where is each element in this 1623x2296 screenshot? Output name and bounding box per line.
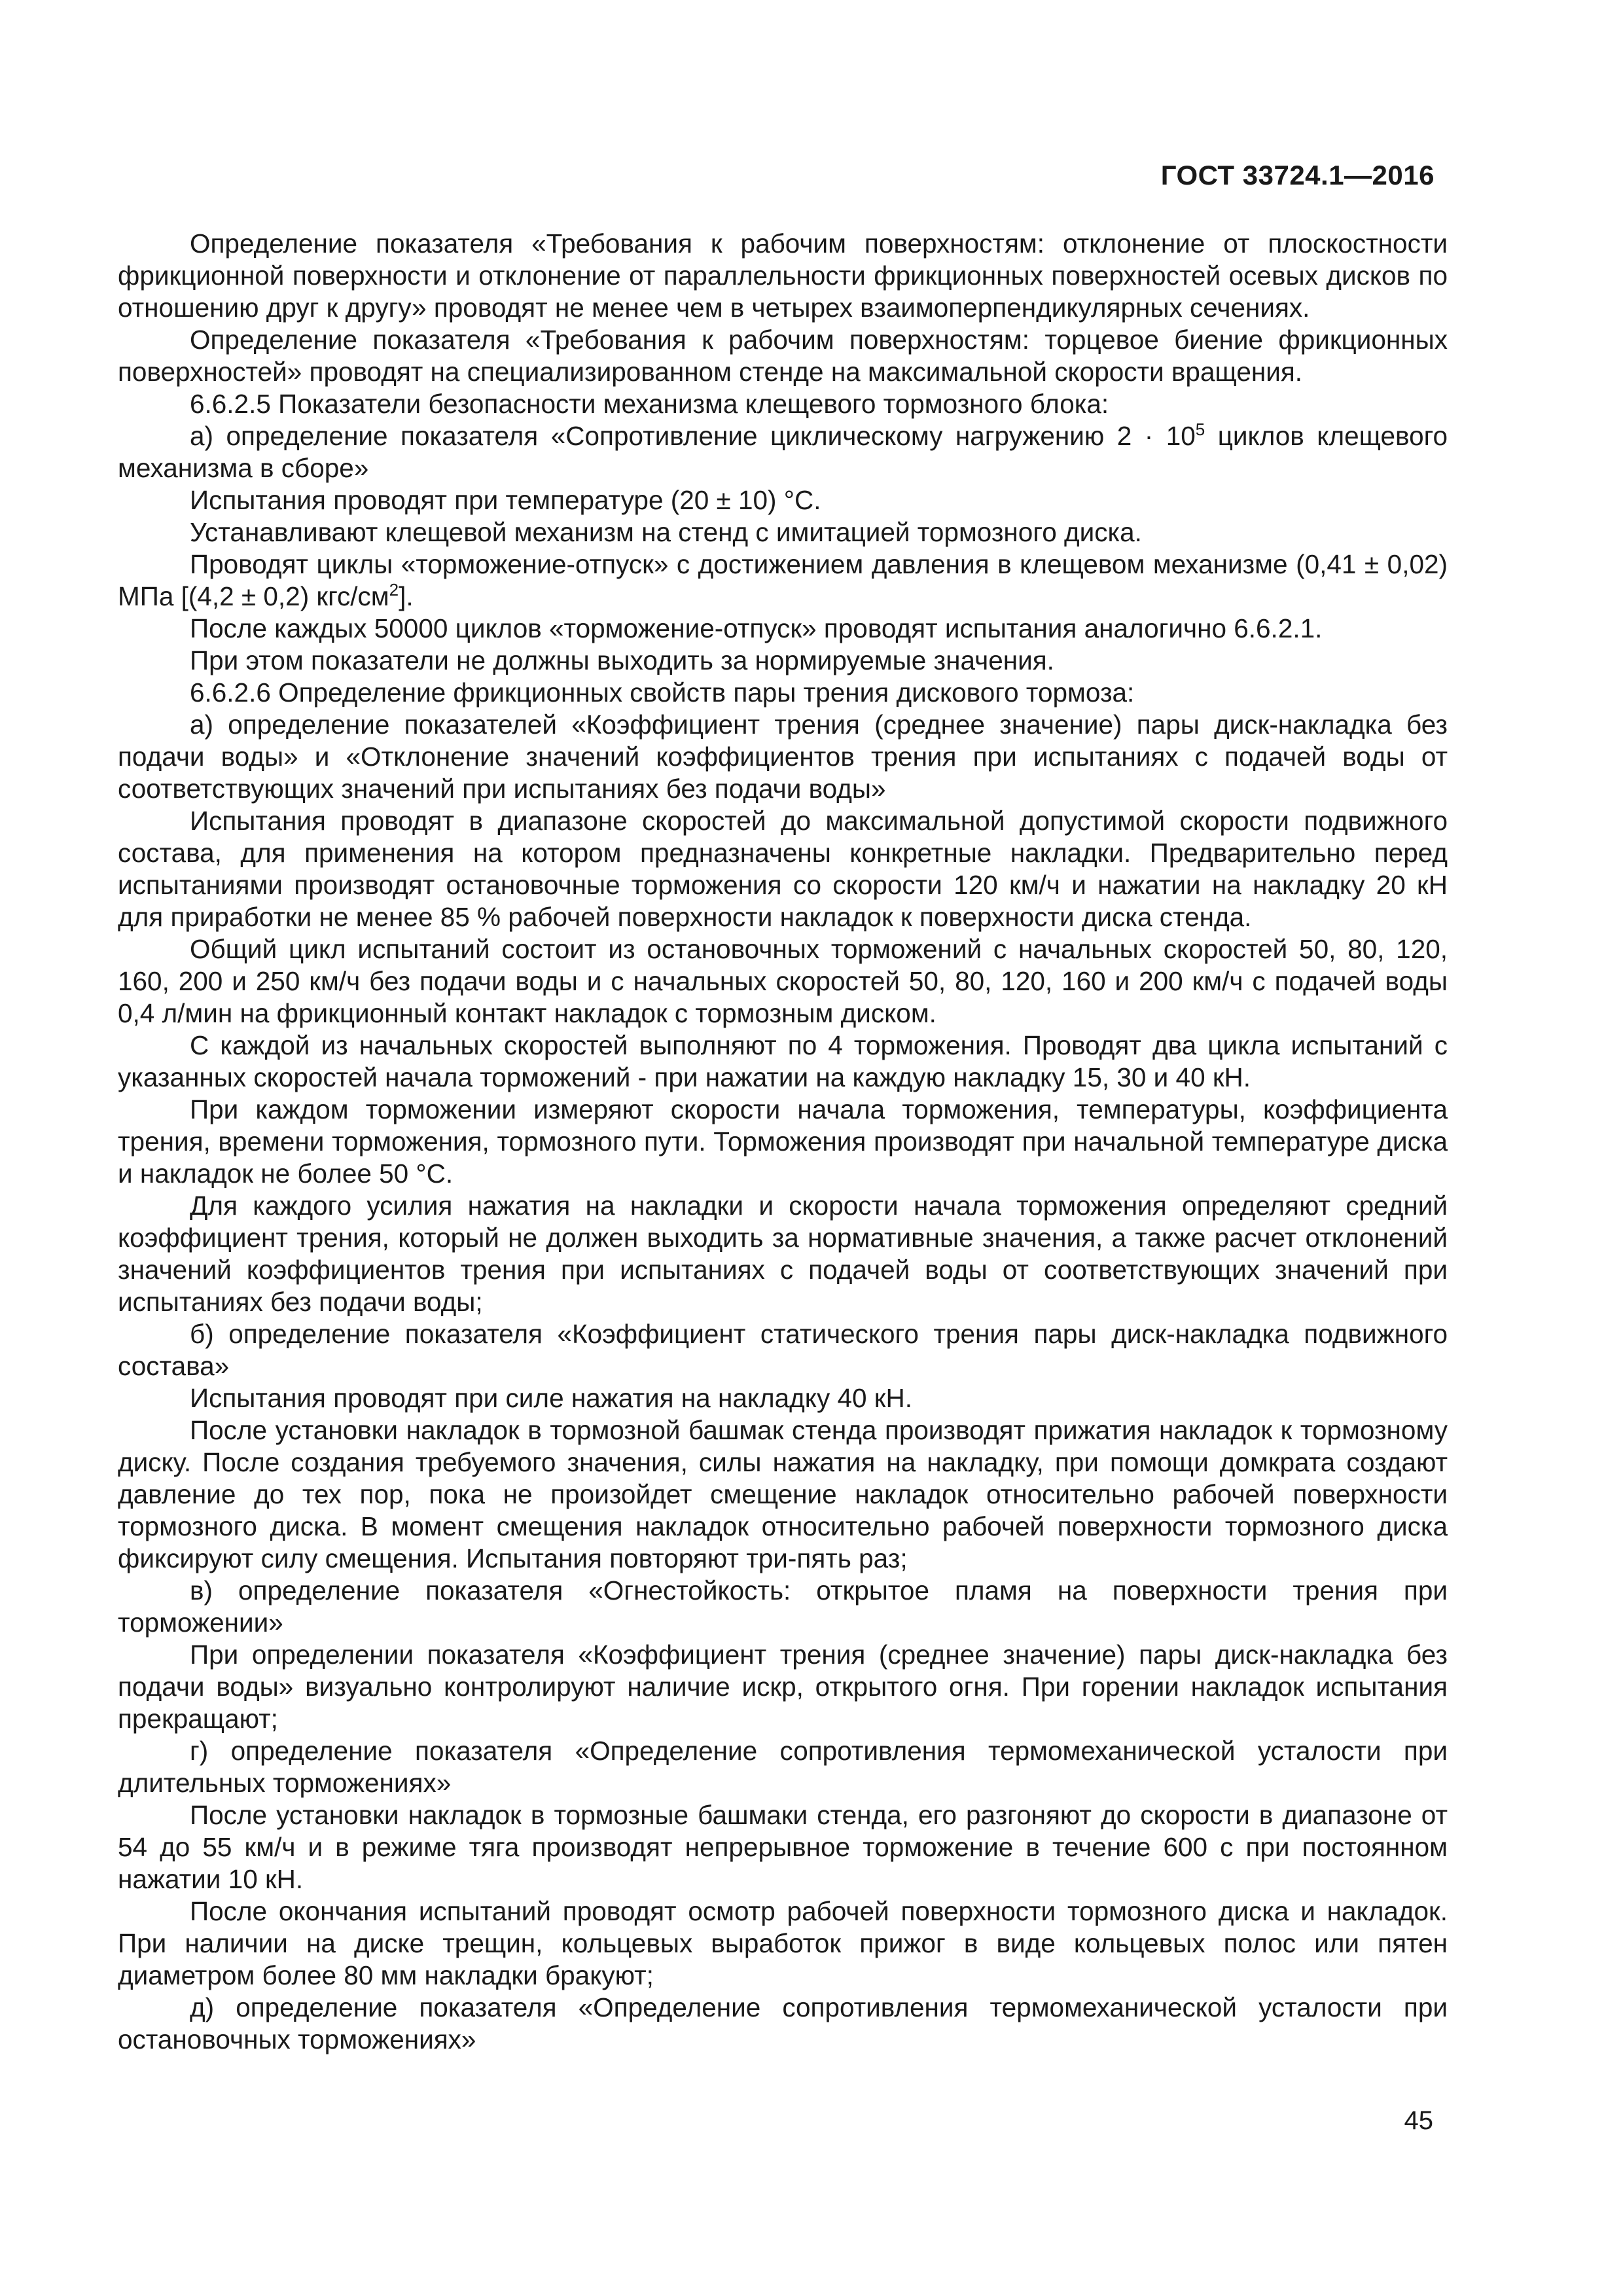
paragraph: При каждом торможении измеряют скорости начала торможения, температуры, коэффициента трения, времени торможения, тормозного пути. Торможения производят при начальной температуре диска и накладок не более 50 °С. bbox=[118, 1094, 1448, 1189]
superscript: 5 bbox=[1195, 420, 1205, 439]
paragraph: д) определение показателя «Определение сопротивления термомеханической усталости при остановочных торможениях» bbox=[118, 1992, 1448, 2054]
paragraph: Испытания проводят при силе нажатия на накладку 40 кН. bbox=[190, 1383, 913, 1413]
text-fragment: ]. bbox=[399, 581, 414, 611]
paragraph: в) определение показателя «Огнестойкость: открытое пламя на поверхности трения при торможении» bbox=[118, 1575, 1448, 1638]
text-fragment: Проводят циклы «торможение-отпуск» с достижением давления в клещевом механизме (0,41 ± 0,02) МПа [(4,2 ± 0,2) кгс/см bbox=[118, 549, 1448, 611]
paragraph: После каждых 50000 циклов «торможение-отпуск» проводят испытания аналогично 6.6.2.1. bbox=[190, 613, 1323, 643]
paragraph: При определении показателя «Коэффициент трения (среднее значение) пары диск-накладка без подачи воды» визуально контролируют наличие искр, открытого огня. При горении накладок испытания прекращают; bbox=[118, 1640, 1448, 1734]
paragraph: Испытания проводят в диапазоне скоростей до максимальной допустимой скорости подвижного состава, для применения на котором предназначены конкретные накладки. Предварительно перед испытаниями производят остановочные торможения со скорости 120 км/ч и нажатии на накладку 20 кН для приработки не менее 85 % рабочей поверхности накладок к поверхности диска стенда. bbox=[118, 806, 1448, 932]
text-fragment: циклов клещевого механизма в сборе» bbox=[118, 421, 1448, 483]
paragraph: Испытания проводят при температуре (20 ± 10) °С. bbox=[190, 485, 821, 515]
superscript: 2 bbox=[389, 580, 399, 600]
paragraph-pressure bbox=[118, 548, 1448, 613]
paragraph: Общий цикл испытаний состоит из остановочных торможений с начальных скоростей 50, 80, 120, 160, 200 и 250 км/ч без подачи воды и с начальных скоростей 50, 80, 120, 160 и 200 км/ч с подачей воды 0,4 л/мин на фрикционный контакт накладок с тормозным диском. bbox=[118, 934, 1448, 1028]
paragraph: После установки накладок в тормозные башмаки стенда, его разгоняют до скорости в диапазоне от 54 до 55 км/ч и в режиме тяга производят непрерывное торможение в течение 600 с при постоянном нажатии 10 кН. bbox=[118, 1800, 1448, 1894]
paragraph: С каждой из начальных скоростей выполняют по 4 торможения. Проводят два цикла испытаний с указанных скоростей начала торможений - при нажатии на каждую накладку 15, 30 и 40 кН. bbox=[118, 1030, 1448, 1092]
paragraph: Устанавливают клещевой механизм на стенд с имитацией тормозного диска. bbox=[190, 517, 1142, 547]
document-code: ГОСТ 33724.1—2016 bbox=[1160, 160, 1435, 190]
document-body bbox=[118, 228, 1448, 2056]
paragraph: г) определение показателя «Определение сопротивления термомеханической усталости при длительных торможениях» bbox=[118, 1736, 1448, 1798]
paragraph-cyclic-load bbox=[118, 420, 1448, 484]
paragraph: После окончания испытаний проводят осмотр рабочей поверхности тормозного диска и накладок. При наличии на диске трещин, кольцевых выработок прижог в виде кольцевых полос или пятен диаметром более 80 мм накладки бракуют; bbox=[118, 1896, 1448, 1990]
paragraph: б) определение показателя «Коэффициент статического трения пары диск-накладка подвижного состава» bbox=[118, 1319, 1448, 1381]
page-number: 45 bbox=[1404, 2106, 1433, 2135]
paragraph: а) определение показателей «Коэффициент трения (среднее значение) пары диск-накладка без подачи воды» и «Отклонение значений коэффициентов трения при испытаниях с подачей воды от соответствующих значений при испытаниях без подачи воды» bbox=[118, 709, 1448, 804]
paragraph: Определение показателя «Требования к рабочим поверхностям: отклонение от плоскостности фрикционной поверхности и отклонение от параллельности фрикционных поверхностей осевых дисков по отношению друг к другу» проводят не менее чем в четырех взаимоперпендикулярных сечениях. bbox=[118, 228, 1448, 323]
paragraph: Определение показателя «Требования к рабочим поверхностям: торцевое биение фрикционных поверхностей» проводят на специализированном стенде на максимальной скорости вращения. bbox=[118, 325, 1448, 387]
paragraph: После установки накладок в тормозной башмак стенда производят прижатия накладок к тормозному диску. После создания требуемого значения, силы нажатия на накладку, при помощи домкрата создают давление до тех пор, пока не произойдет смещение накладок относительно рабочей поверхности тормозного диска. В момент смещения накладок относительно рабочей поверхности тормозного диска фиксируют силу смещения. Испытания повторяют три-пять раз; bbox=[118, 1415, 1448, 1573]
paragraph: 6.6.2.6 Определение фрикционных свойств пары трения дискового тормоза: bbox=[190, 677, 1135, 708]
paragraph: При этом показатели не должны выходить за нормируемые значения. bbox=[190, 645, 1054, 675]
text-fragment: а) определение показателя «Сопротивление циклическому нагружению 2 · 10 bbox=[190, 421, 1196, 451]
paragraph: Для каждого усилия нажатия на накладки и скорости начала торможения определяют средний коэффициент трения, который не должен выходить за нормативные значения, а также расчет отклонений значений коэффициентов трения при испытаниях с подачей воды от соответствующих значений при испытаниях без подачи воды; bbox=[118, 1191, 1448, 1317]
paragraph: 6.6.2.5 Показатели безопасности механизма клещевого тормозного блока: bbox=[190, 389, 1109, 419]
